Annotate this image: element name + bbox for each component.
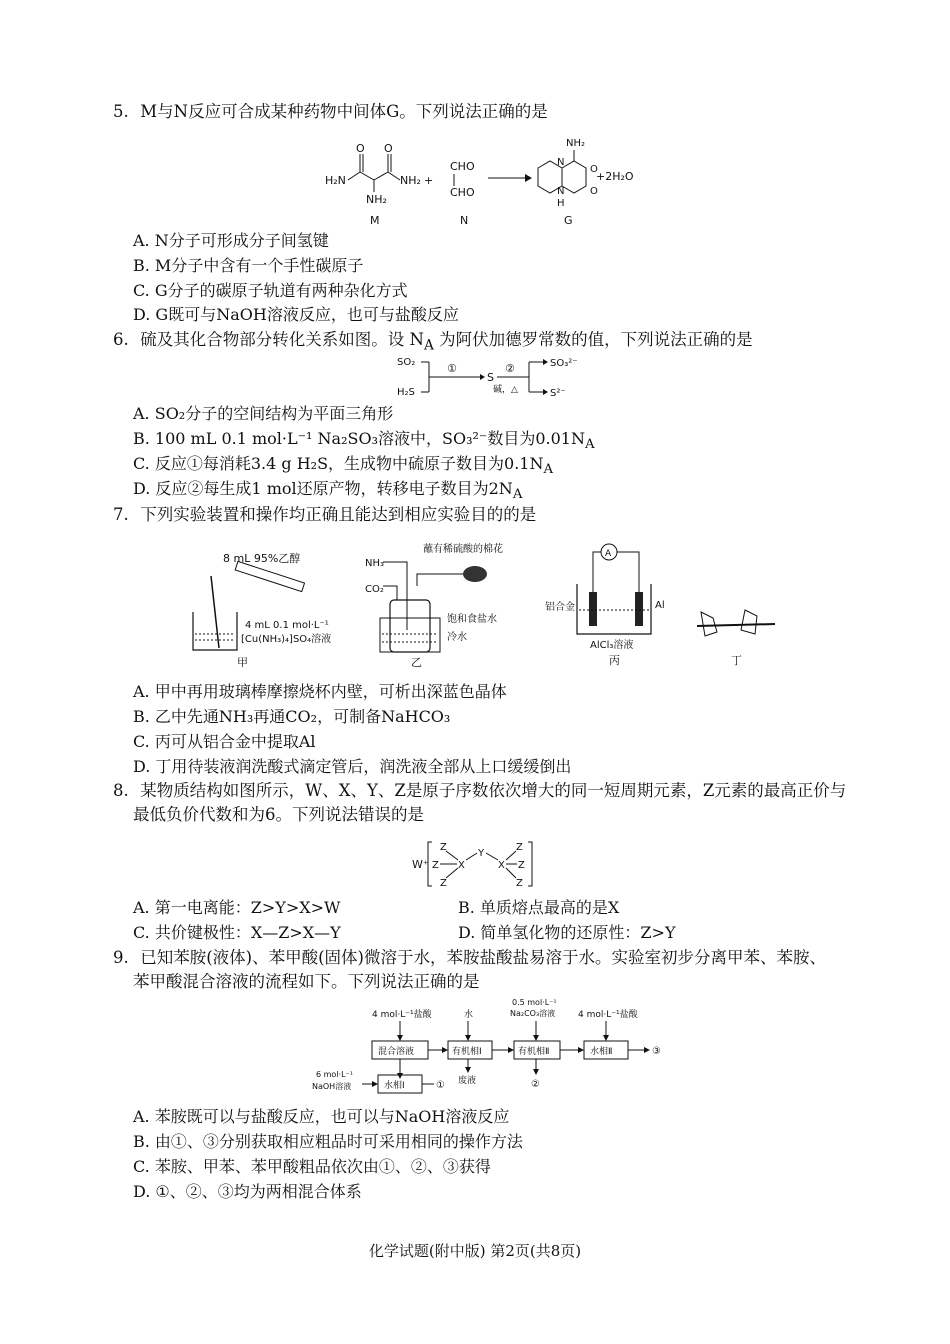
struct-text: X: [498, 860, 505, 871]
fig-text: 饱和食盐水: [447, 614, 497, 625]
question-number: 5.: [113, 102, 129, 121]
scheme-text: SO₃²⁻: [550, 358, 578, 369]
q5-option-b: B. M分子中含有一个手性碳原子: [133, 256, 364, 275]
formula-text: NH₂: [400, 174, 421, 187]
option-text: B. 100 mL 0.1 mol·L⁻¹ Na₂SO₃溶液中，SO₃²⁻数目为0.01N: [133, 429, 585, 448]
fig-text: AlCl₃溶液: [590, 640, 634, 651]
fig-text: 4 mL 0.1 mol·L⁻¹: [245, 620, 329, 631]
flow-text: 6 mol·L⁻¹: [316, 1070, 353, 1079]
formula-text: +: [424, 174, 434, 187]
q8-option-d: D. 简单氢化物的还原性：Z>Y: [458, 923, 676, 942]
reaction-scheme-q5: [320, 128, 650, 228]
question-text: 已知苯胺(液体)、苯甲酸(固体)微溶于水，苯胺盐酸盐易溶于水。实验室初步分离甲苯、苯胺、: [140, 948, 826, 967]
scheme-text: S: [487, 371, 494, 384]
flow-text: ②: [531, 1079, 540, 1090]
q5-option-c: C. G分子的碳原子轨道有两种杂化方式: [133, 281, 408, 300]
q7-option-a: A. 甲中再用玻璃棒摩擦烧杯内壁，可析出深蓝色晶体: [133, 682, 507, 701]
sulfur-scheme-q6: [395, 352, 595, 400]
formula-text: NH₂: [566, 138, 586, 149]
flow-text: Na₂CO₃溶液: [510, 1009, 556, 1018]
apparatus-figure-q7: [185, 538, 790, 670]
struct-text: Z: [516, 878, 523, 889]
formula-text: +2H₂O: [596, 170, 634, 183]
flow-text: 4 mol·L⁻¹盐酸: [372, 1010, 432, 1020]
option-text: C. 反应①每消耗3.4 g H₂S，生成物中硫原子数目为0.1N: [133, 454, 544, 473]
struct-text: Z: [518, 860, 525, 871]
question-7-stem: [113, 503, 536, 527]
q9-option-b: B. 由①、③分别获取相应粗品时可采用相同的操作方法: [133, 1132, 523, 1151]
fig-text: NH₃: [365, 558, 385, 569]
question-text: 硫及其化合物部分转化关系如图。设 N: [140, 330, 424, 349]
flow-text: NaOH溶液: [312, 1082, 352, 1091]
question-number: 7.: [113, 505, 129, 524]
label-G: G: [564, 214, 573, 227]
flow-box: 水相Ⅰ: [384, 1081, 405, 1091]
q8-option-b: B. 单质熔点最高的是X: [458, 898, 620, 917]
q7-option-d: D. 丁用待装液润洗酸式滴定管后，润洗液全部从上口缓缓倒出: [133, 757, 572, 776]
flowchart-q9: [310, 995, 690, 1095]
flow-box: 水相Ⅱ: [590, 1047, 613, 1057]
question-number: 8.: [113, 781, 129, 800]
formula-text: O: [590, 186, 598, 197]
label-jia: 甲: [237, 656, 248, 669]
scheme-text: SO₂: [397, 357, 416, 368]
formula-text: NH₂: [366, 193, 387, 206]
scheme-text: ②: [505, 362, 515, 375]
question-8-stem: [113, 779, 846, 803]
label-bing: 丙: [609, 654, 620, 667]
flow-text: 0.5 mol·L⁻¹: [512, 998, 557, 1007]
ammeter-label: A: [605, 549, 612, 559]
subscript: A: [584, 437, 595, 453]
struct-text: Z: [432, 860, 439, 871]
label-yi: 乙: [411, 656, 422, 669]
fig-text: 铝合金: [545, 602, 575, 613]
formula-text: O: [384, 142, 393, 155]
fig-text: 蘸有稀硫酸的棉花: [423, 544, 503, 555]
q7-option-c: C. 丙可从铝合金中提取Al: [133, 732, 316, 751]
flow-box: 混合溶液: [378, 1047, 415, 1057]
scheme-text: S²⁻: [550, 388, 566, 399]
question-9-stem: [113, 946, 826, 970]
subscript: A: [423, 337, 434, 354]
struct-text: W⁺: [412, 858, 429, 871]
question-number: 6.: [113, 330, 129, 349]
q5-option-d: D. G既可与NaOH溶液反应，也可与盐酸反应: [133, 305, 459, 324]
fig-text: 8 mL 95%乙醇: [223, 552, 301, 565]
question-text: 为阿伏加德罗常数的值，下列说法正确的是: [433, 330, 753, 349]
struct-text: Y: [478, 848, 485, 859]
question-text: 某物质结构如图所示，W、X、Y、Z是原子序数依次增大的同一短周期元素，Z元素的最高正价与: [140, 781, 847, 800]
question-text: M与N反应可合成某种药物中间体G。下列说法正确的是: [140, 102, 548, 121]
question-5-stem: [113, 100, 548, 124]
q8-option-c: C. 共价键极性：X—Z>X—Y: [133, 923, 341, 942]
scheme-text: ①: [447, 362, 457, 375]
flow-text: ①: [436, 1080, 445, 1091]
page-footer: 化学试题(附中版) 第2页(共8页): [368, 1242, 582, 1260]
formula-text: H₂N: [325, 174, 346, 187]
struct-text: Z: [516, 842, 523, 853]
label-N: N: [460, 214, 469, 227]
struct-text: Z: [440, 878, 447, 889]
q9-option-a: A. 苯胺既可以与盐酸反应，也可以与NaOH溶液反应: [133, 1107, 510, 1126]
question-9-stem-cont: 苯甲酸混合溶液的流程如下。下列说法正确的是: [133, 972, 480, 991]
question-number: 9.: [113, 948, 129, 967]
formula-text: N: [557, 157, 565, 168]
option-text: D. 反应②每生成1 mol还原产物，转移电子数目为2N: [133, 479, 513, 498]
structure-q8: [410, 836, 550, 892]
flow-text: 废液: [458, 1076, 477, 1086]
scheme-text: 碱，△: [493, 385, 518, 395]
scheme-text: H₂S: [397, 387, 415, 398]
struct-text: Z: [440, 842, 447, 853]
formula-text: CHO: [450, 186, 475, 199]
formula-text: O: [590, 164, 598, 175]
formula-text: CHO: [450, 160, 475, 173]
flow-text: 水: [464, 1010, 474, 1020]
q7-option-b: B. 乙中先通NH₃再通CO₂，可制备NaHCO₃: [133, 707, 451, 726]
q5-option-a: A. N分子可形成分子间氢键: [133, 231, 329, 250]
subscript: A: [543, 462, 554, 478]
formula-text: N: [557, 186, 565, 197]
label-M: M: [370, 214, 380, 227]
struct-text: X: [458, 860, 465, 871]
q8-option-a: A. 第一电离能：Z>Y>X>W: [133, 898, 341, 917]
flow-text: 4 mol·L⁻¹盐酸: [578, 1010, 638, 1020]
flow-box: 有机相Ⅱ: [518, 1047, 550, 1057]
question-text: 下列实验装置和操作均正确且能达到相应实验目的的是: [140, 505, 537, 524]
formula-text: O: [356, 142, 365, 155]
flow-text: ③: [652, 1046, 661, 1057]
fig-text: 冷水: [447, 632, 467, 643]
flow-box: 有机相Ⅰ: [452, 1047, 482, 1057]
fig-text: [Cu(NH₃)₄]SO₄溶液: [241, 634, 332, 645]
fig-text: Al: [655, 600, 665, 611]
q9-option-d: D. ①、②、③均为两相混合体系: [133, 1182, 362, 1201]
formula-text: H: [557, 198, 565, 209]
label-ding: 丁: [731, 654, 742, 667]
subscript: A: [512, 487, 523, 503]
fig-text: CO₂: [365, 584, 384, 595]
question-8-stem-cont: 最低负价代数和为6。下列说法错误的是: [133, 805, 424, 824]
q9-option-c: C. 苯胺、甲苯、苯甲酸粗品依次由①、②、③获得: [133, 1157, 491, 1176]
q6-option-a: A. SO₂分子的空间结构为平面三角形: [133, 404, 394, 423]
